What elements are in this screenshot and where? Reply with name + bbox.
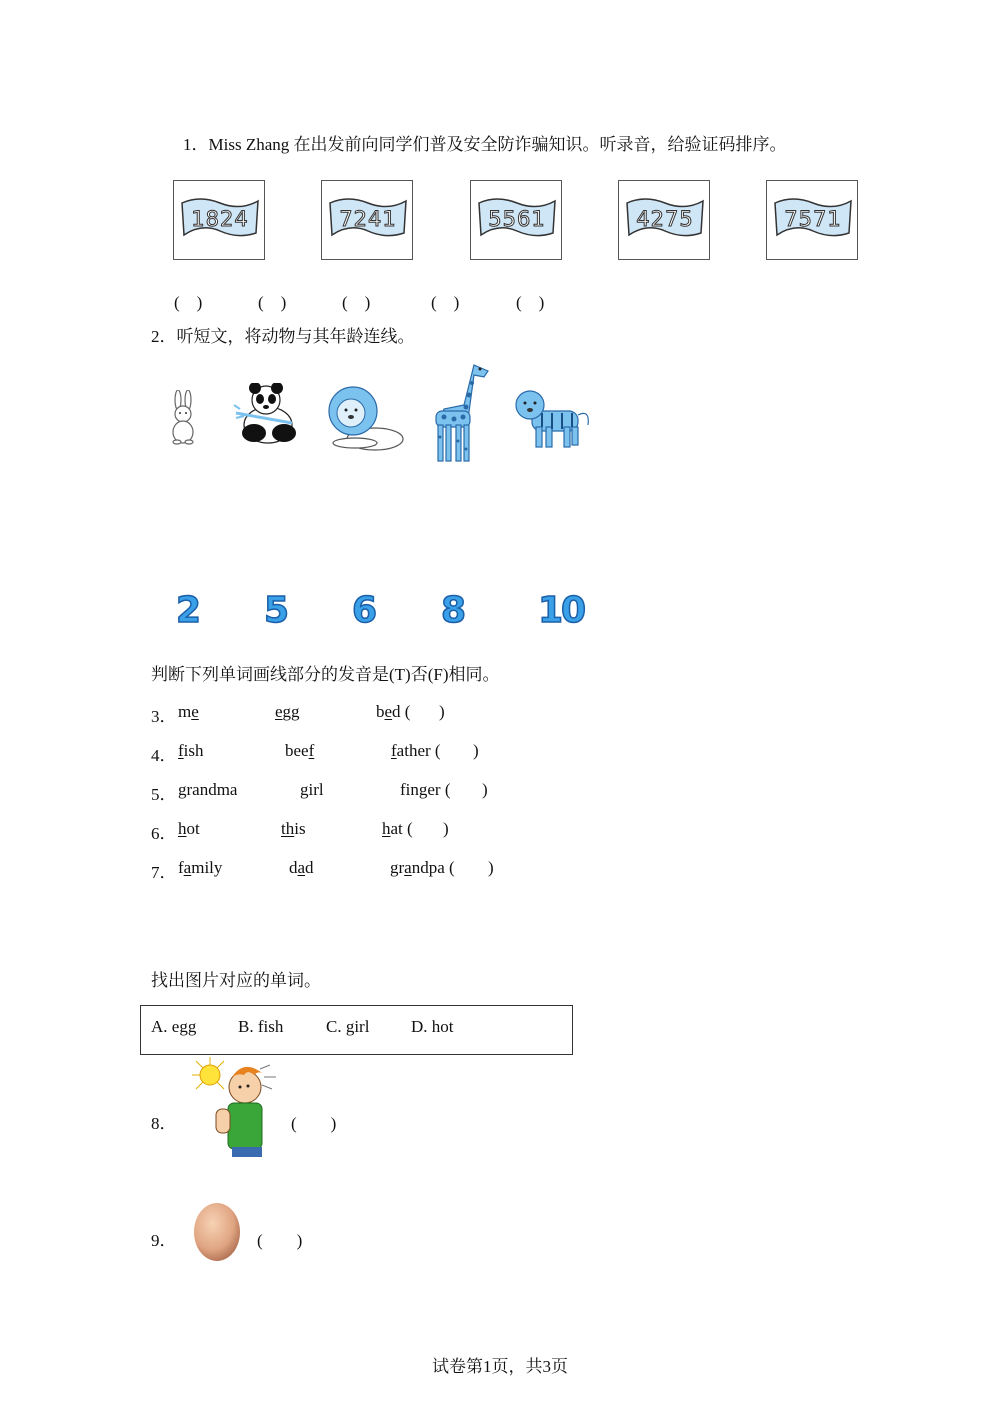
q9-blank[interactable]: ( ) [257, 1231, 303, 1250]
phonics-word: hot [178, 819, 200, 838]
underlined-letters: f [391, 741, 397, 760]
underlined-letters: e [275, 702, 283, 721]
answer-blank[interactable]: ( ) [258, 293, 287, 312]
answer-blank-close[interactable]: ) [488, 858, 494, 877]
lion-icon [325, 383, 405, 453]
age-number: 6 [352, 590, 376, 631]
phonics-word: beef [285, 741, 315, 760]
giraffe-icon [428, 359, 498, 465]
option-a: A. egg [151, 1017, 197, 1036]
animal-row [160, 355, 600, 465]
page-footer: 试卷第1页，共3页 [432, 1357, 568, 1376]
answer-blank[interactable]: ( ) [342, 293, 371, 312]
phonics-word: fish [178, 741, 204, 760]
underlined-letters: f [308, 741, 315, 760]
answer-blank[interactable]: ( ) [174, 293, 203, 312]
q1-number: 1． [183, 135, 209, 154]
code-card [470, 180, 562, 260]
option-d: D. hot [411, 1017, 454, 1036]
panda-icon [232, 383, 300, 445]
phonics-word: family [178, 858, 223, 877]
phonics-word: me [178, 702, 199, 721]
age-number: 2 [176, 590, 200, 631]
code-flag [328, 195, 408, 245]
phonics-word: girl [300, 780, 324, 799]
q9-number: 9． [151, 1231, 177, 1250]
item-number: 5． [151, 785, 177, 804]
code-flag [477, 195, 557, 245]
age-number: 5 [264, 590, 288, 631]
underlined-letters: e [384, 702, 393, 721]
answer-blank-close[interactable]: ) [439, 702, 445, 721]
q8-number: 8． [151, 1114, 177, 1133]
answer-blank-close[interactable]: ) [473, 741, 479, 760]
phonics-word: finger ( [400, 780, 451, 799]
underlined-letters: g [418, 780, 428, 799]
code-text: 7241 [339, 207, 397, 231]
options-box [140, 1005, 573, 1055]
option-c: C. girl [326, 1017, 370, 1036]
picture-instruction: 找出图片对应的单词。 [151, 971, 321, 990]
phonics-word: grandpa ( [390, 858, 455, 877]
code-flag [773, 195, 853, 245]
phonics-word: bed ( [376, 702, 411, 721]
underlined-letters: a [297, 858, 306, 877]
item-number: 3． [151, 707, 177, 726]
item-number: 4． [151, 746, 177, 765]
age-number: 8 [441, 590, 465, 631]
option-b: B. fish [238, 1017, 284, 1036]
answer-blank-close[interactable]: ) [443, 819, 449, 838]
phonics-word: grandma [178, 780, 238, 799]
underlined-letters: a [183, 858, 192, 877]
q2-prompt: 2．听短文，将动物与其年龄连线。 [151, 327, 415, 346]
code-card [618, 180, 710, 260]
answer-blank[interactable]: ( ) [431, 293, 460, 312]
tiger-icon [512, 383, 592, 453]
q1-text-cn: 在出发前向同学们普及安全防诈骗知识。听录音，给验证码排序。 [289, 135, 787, 154]
q1-prompt [183, 134, 787, 156]
underlined-letters: th [281, 819, 295, 838]
q1-text-en: Miss Zhang [208, 135, 290, 154]
egg-picture [192, 1198, 242, 1262]
code-text: 1824 [191, 207, 249, 231]
code-flag [180, 195, 260, 245]
code-flag [625, 195, 705, 245]
hot-boy-picture [190, 1055, 278, 1159]
phonics-instruction: 判断下列单词画线部分的发音是(T)否(F)相同。 [151, 665, 500, 684]
underlined-letters: g [178, 780, 187, 799]
answer-blank-close[interactable]: ) [482, 780, 488, 799]
phonics-word: hat ( [382, 819, 413, 838]
underlined-letters: a [404, 858, 412, 877]
code-text: 5561 [488, 207, 546, 231]
underlined-letters: g [300, 780, 309, 799]
underlined-letters: h [382, 819, 391, 838]
underlined-letters: e [191, 702, 199, 721]
phonics-word: this [281, 819, 306, 838]
phonics-word: dad [289, 858, 314, 877]
q8-blank[interactable]: ( ) [291, 1114, 337, 1133]
code-text: 7571 [784, 207, 842, 231]
code-card [321, 180, 413, 260]
rabbit-icon [168, 390, 198, 445]
underlined-letters: f [178, 741, 184, 760]
code-card [173, 180, 265, 260]
item-number: 6． [151, 824, 177, 843]
phonics-word: father ( [391, 741, 441, 760]
phonics-word: egg [275, 702, 300, 721]
answer-blank[interactable]: ( ) [516, 293, 545, 312]
code-text: 4275 [636, 207, 694, 231]
underlined-letters: h [178, 819, 187, 838]
age-number: 10 [538, 590, 585, 631]
item-number: 7． [151, 863, 177, 882]
code-card [766, 180, 858, 260]
